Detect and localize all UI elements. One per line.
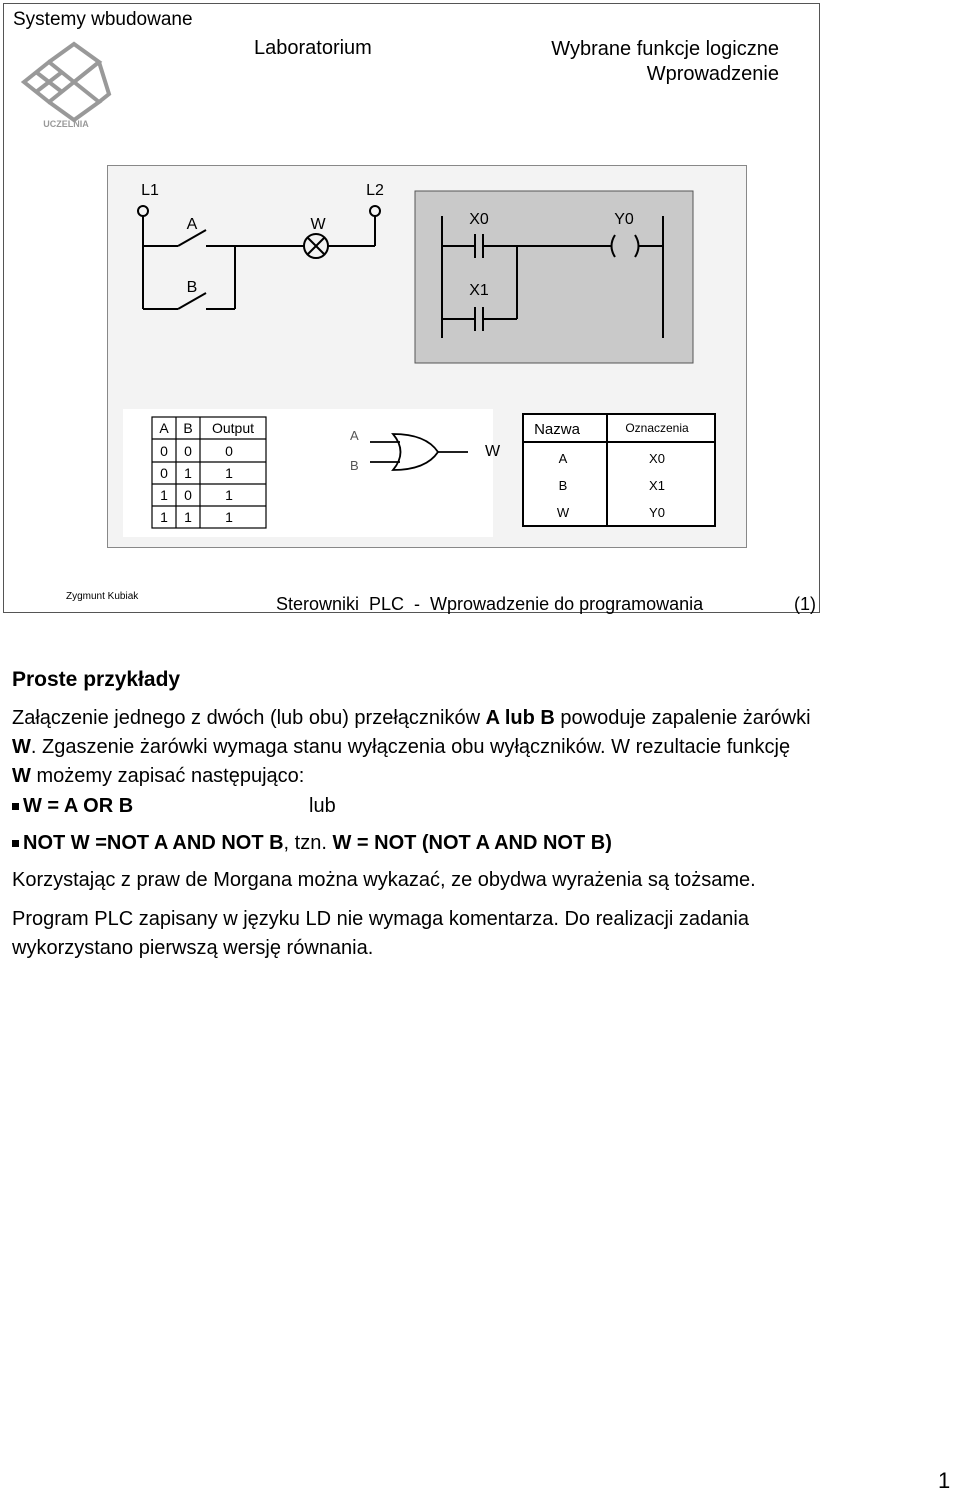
course-title: Systemy wbudowane — [13, 9, 193, 30]
gate-output-w: W — [485, 443, 501, 460]
equation-text: W = A OR B — [23, 795, 134, 817]
tt-cell: 1 — [225, 487, 233, 503]
gate-input-b: B — [350, 458, 359, 473]
label-l2: L2 — [366, 182, 384, 199]
figure-panel — [107, 165, 747, 548]
tt-cell: 0 — [184, 443, 192, 459]
label-switch-b: B — [186, 279, 198, 296]
text-run-bold: W — [12, 736, 31, 758]
tt-cell: 1 — [225, 465, 233, 481]
io-header-address: Oznaczenia — [625, 421, 689, 435]
label-y0: Y0 — [614, 211, 634, 228]
text-run: lub — [309, 795, 336, 817]
io-cell: B — [558, 478, 568, 493]
paragraph-intro — [12, 704, 812, 791]
tt-header-output: Output — [211, 420, 255, 436]
io-cell: W — [556, 505, 570, 520]
text-run-bold: A lub B — [485, 707, 555, 729]
io-table — [523, 414, 715, 526]
notes-content — [12, 665, 812, 963]
terminal-l1 — [138, 206, 148, 216]
label-l1: L1 — [141, 182, 159, 199]
paragraph-program: Program PLC zapisany w języku LD nie wymaga komentarza. Do realizacji zadania wykorzystano pierwszą wersję równania. — [12, 908, 749, 959]
tt-header-a: A — [159, 420, 169, 436]
text-run: , tzn. — [283, 832, 333, 854]
tt-cell: 1 — [160, 487, 168, 503]
text-run: . Zgaszenie żarówki wymaga stanu wyłączenia obu wyłączników. W rezultacie funkcję — [30, 736, 791, 758]
text-run: Załączenie jednego z dwóch (lub obu) przełączników — [12, 707, 486, 729]
equation-1 — [12, 792, 812, 821]
text-run: możemy zapisać następująco: — [30, 765, 305, 787]
text-run: powoduje zapalenie żarówki — [554, 707, 811, 729]
topic-line-2: Wprowadzenie — [646, 63, 779, 85]
io-cell: X0 — [649, 451, 665, 466]
ladder-diagram — [415, 191, 693, 363]
tt-cell: 1 — [225, 509, 233, 525]
io-cell: A — [558, 451, 568, 466]
equation-text: W = NOT (NOT A AND NOT B) — [332, 832, 612, 854]
tt-cell: 1 — [184, 509, 192, 525]
slide-footer — [276, 594, 816, 615]
bullet-icon — [12, 803, 19, 810]
electrical-circuit — [138, 206, 380, 309]
slide-number: (1) — [794, 594, 816, 614]
equation-2 — [12, 829, 812, 858]
lab-title: Laboratorium — [254, 37, 372, 59]
slide — [3, 3, 820, 613]
bullet-icon — [12, 840, 19, 847]
tt-header-b: B — [183, 420, 193, 436]
terminal-l2 — [370, 206, 380, 216]
tt-cell: 0 — [225, 443, 233, 459]
io-cell: Y0 — [649, 505, 665, 520]
topic-title — [479, 37, 779, 87]
page-number: 1 — [938, 1468, 951, 1493]
section-heading: Proste przykłady — [12, 668, 181, 691]
label-lamp: W — [310, 216, 326, 233]
equation-text: NOT W =NOT A AND NOT B — [23, 832, 284, 854]
tt-cell: 0 — [184, 487, 192, 503]
gate-input-a: A — [350, 428, 359, 443]
label-x0: X0 — [469, 211, 489, 228]
text-run-bold: W — [12, 765, 31, 787]
io-header-name: Nazwa — [534, 421, 580, 438]
tt-cell: 0 — [160, 443, 168, 459]
logo-text: UCZELNIA — [43, 119, 89, 129]
label-x1: X1 — [469, 282, 489, 299]
label-switch-a: A — [186, 216, 198, 233]
io-cell: X1 — [649, 478, 665, 493]
paragraph-morgan: Korzystając z praw de Morgana można wykazać, ze obydwa wyrażenia są tożsame. — [12, 869, 756, 891]
tt-cell: 0 — [160, 465, 168, 481]
tt-cell: 1 — [160, 509, 168, 525]
university-logo — [14, 32, 114, 136]
figure-drawing — [108, 166, 746, 547]
topic-line-1: Wybrane funkcje logiczne — [551, 38, 779, 60]
footer-title: Sterowniki PLC - Wprowadzenie do programowania — [276, 594, 704, 614]
author: Zygmunt Kubiak — [66, 591, 139, 602]
tt-cell: 1 — [184, 465, 192, 481]
